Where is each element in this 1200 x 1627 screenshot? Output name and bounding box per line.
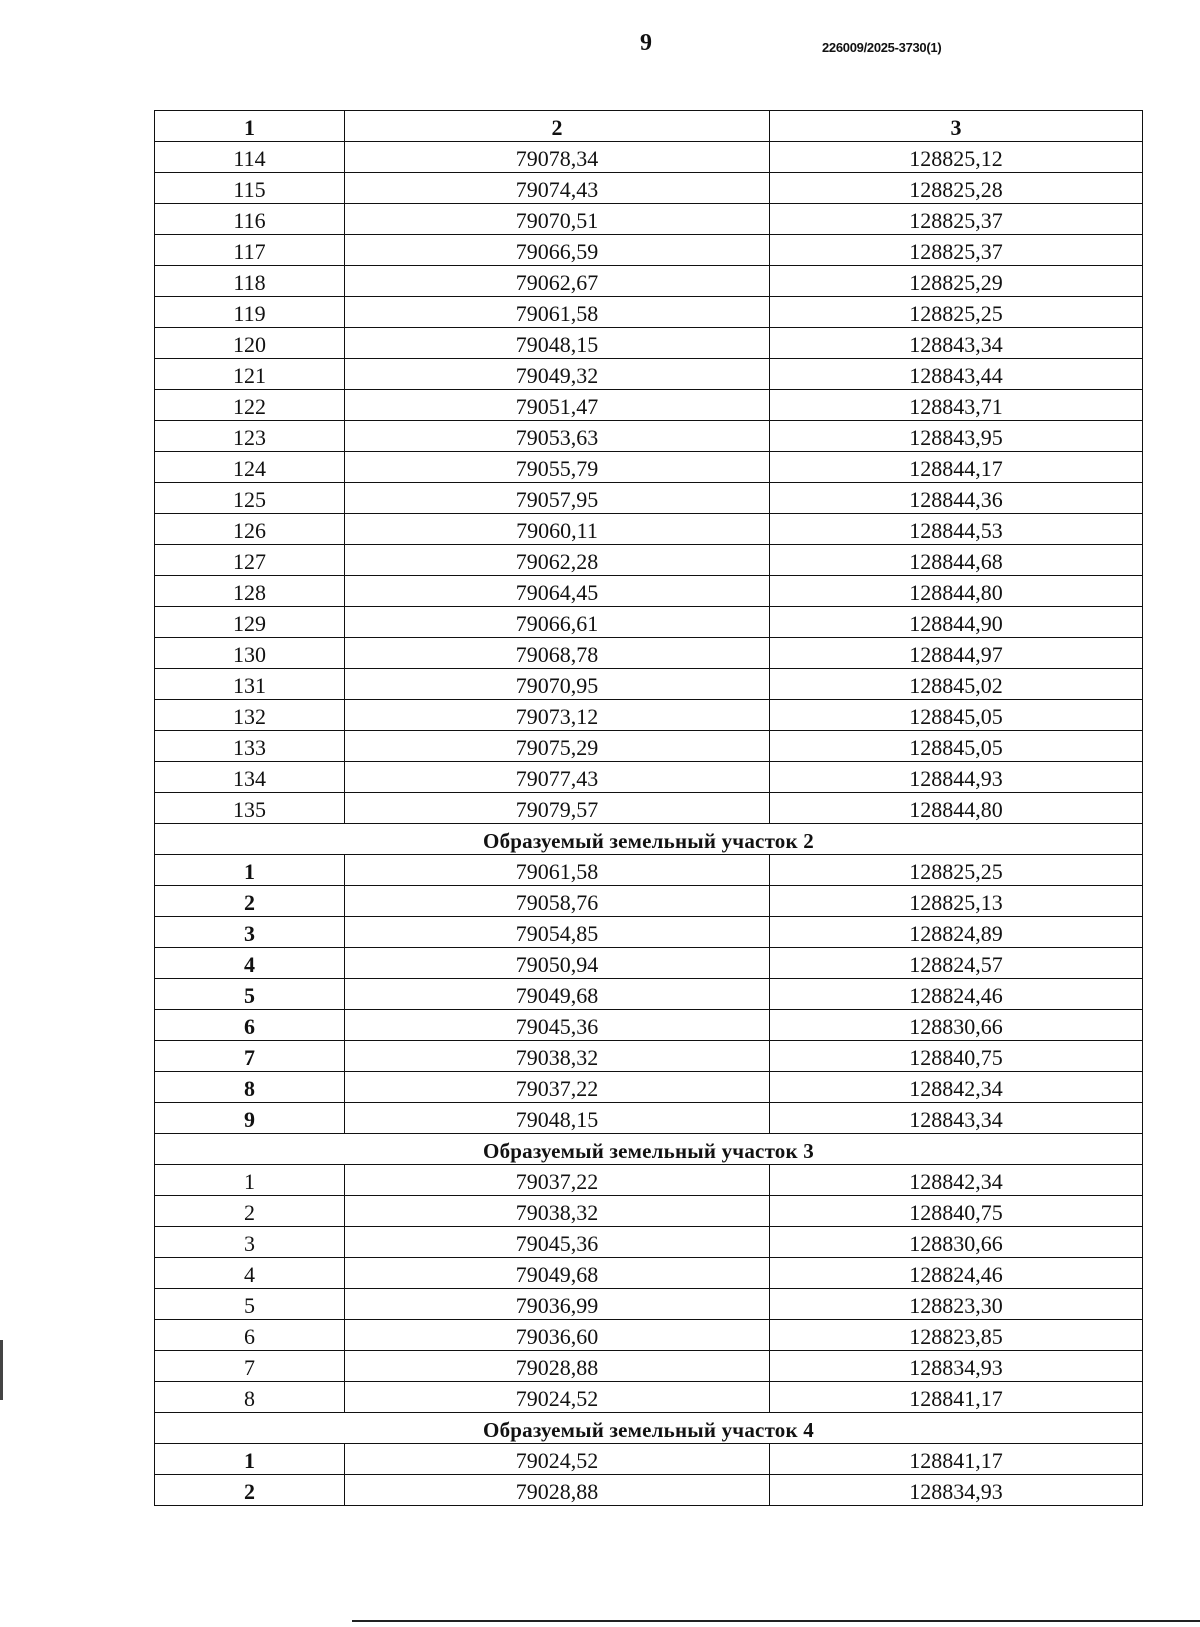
x-coordinate-cell: 79058,76: [345, 886, 770, 917]
x-coordinate-cell: 79070,95: [345, 669, 770, 700]
x-coordinate-cell: 79055,79: [345, 452, 770, 483]
point-number-cell: 120: [155, 328, 345, 359]
x-coordinate-cell: 79057,95: [345, 483, 770, 514]
table-row: [155, 1103, 1143, 1134]
table-row: [155, 359, 1143, 390]
point-number-cell: 131: [155, 669, 345, 700]
column-header: 2: [345, 111, 770, 142]
y-coordinate-cell: 128830,66: [770, 1227, 1143, 1258]
point-number-cell: 3: [155, 917, 345, 948]
y-coordinate-cell: 128844,97: [770, 638, 1143, 669]
x-coordinate-cell: 79050,94: [345, 948, 770, 979]
x-coordinate-cell: 79073,12: [345, 700, 770, 731]
x-coordinate-cell: 79036,60: [345, 1320, 770, 1351]
table-row: [155, 731, 1143, 762]
point-number-cell: 1: [155, 1165, 345, 1196]
point-number-cell: 4: [155, 948, 345, 979]
table-row: [155, 173, 1143, 204]
table-row: [155, 855, 1143, 886]
point-number-cell: 119: [155, 297, 345, 328]
x-coordinate-cell: 79024,52: [345, 1382, 770, 1413]
y-coordinate-cell: 128842,34: [770, 1165, 1143, 1196]
point-number-cell: 118: [155, 266, 345, 297]
table-row: [155, 1072, 1143, 1103]
point-number-cell: 115: [155, 173, 345, 204]
section-title-row: [155, 1413, 1143, 1444]
point-number-cell: 127: [155, 545, 345, 576]
y-coordinate-cell: 128823,30: [770, 1289, 1143, 1320]
rows-main: [155, 142, 1143, 824]
table-header-row: [155, 111, 1143, 142]
y-coordinate-cell: 128824,57: [770, 948, 1143, 979]
y-coordinate-cell: 128845,05: [770, 700, 1143, 731]
x-coordinate-cell: 79066,61: [345, 607, 770, 638]
y-coordinate-cell: 128841,17: [770, 1444, 1143, 1475]
point-number-cell: 2: [155, 886, 345, 917]
point-number-cell: 2: [155, 1196, 345, 1227]
x-coordinate-cell: 79038,32: [345, 1196, 770, 1227]
point-number-cell: 130: [155, 638, 345, 669]
y-coordinate-cell: 128825,25: [770, 855, 1143, 886]
point-number-cell: 132: [155, 700, 345, 731]
table-row: [155, 917, 1143, 948]
rows-section-2: [155, 855, 1143, 1134]
table-row: [155, 1010, 1143, 1041]
x-coordinate-cell: 79060,11: [345, 514, 770, 545]
point-number-cell: 5: [155, 979, 345, 1010]
table-row: [155, 1320, 1143, 1351]
x-coordinate-cell: 79028,88: [345, 1351, 770, 1382]
x-coordinate-cell: 79036,99: [345, 1289, 770, 1320]
page-number: 9: [640, 30, 652, 56]
point-number-cell: 122: [155, 390, 345, 421]
x-coordinate-cell: 79024,52: [345, 1444, 770, 1475]
y-coordinate-cell: 128825,37: [770, 235, 1143, 266]
table-row: [155, 452, 1143, 483]
point-number-cell: 124: [155, 452, 345, 483]
point-number-cell: 123: [155, 421, 345, 452]
table-row: [155, 1165, 1143, 1196]
point-number-cell: 7: [155, 1041, 345, 1072]
table-row: [155, 1041, 1143, 1072]
y-coordinate-cell: 128843,44: [770, 359, 1143, 390]
x-coordinate-cell: 79066,59: [345, 235, 770, 266]
table-row: [155, 700, 1143, 731]
section-title: Образуемый земельный участок 4: [155, 1413, 1143, 1444]
x-coordinate-cell: 79077,43: [345, 762, 770, 793]
y-coordinate-cell: 128825,12: [770, 142, 1143, 173]
point-number-cell: 117: [155, 235, 345, 266]
y-coordinate-cell: 128823,85: [770, 1320, 1143, 1351]
y-coordinate-cell: 128840,75: [770, 1041, 1143, 1072]
x-coordinate-cell: 79064,45: [345, 576, 770, 607]
y-coordinate-cell: 128825,29: [770, 266, 1143, 297]
y-coordinate-cell: 128825,37: [770, 204, 1143, 235]
table-row: [155, 948, 1143, 979]
table-row: [155, 390, 1143, 421]
point-number-cell: 134: [155, 762, 345, 793]
point-number-cell: 121: [155, 359, 345, 390]
point-number-cell: 116: [155, 204, 345, 235]
x-coordinate-cell: 79045,36: [345, 1227, 770, 1258]
table-row: [155, 545, 1143, 576]
x-coordinate-cell: 79049,32: [345, 359, 770, 390]
x-coordinate-cell: 79045,36: [345, 1010, 770, 1041]
y-coordinate-cell: 128841,17: [770, 1382, 1143, 1413]
y-coordinate-cell: 128844,17: [770, 452, 1143, 483]
table-row: [155, 638, 1143, 669]
rows-section-3: [155, 1165, 1143, 1413]
column-header: 1: [155, 111, 345, 142]
point-number-cell: 8: [155, 1382, 345, 1413]
table-row: [155, 1289, 1143, 1320]
point-number-cell: 133: [155, 731, 345, 762]
y-coordinate-cell: 128842,34: [770, 1072, 1143, 1103]
x-coordinate-cell: 79037,22: [345, 1165, 770, 1196]
table-row: [155, 142, 1143, 173]
x-coordinate-cell: 79061,58: [345, 297, 770, 328]
point-number-cell: 1: [155, 855, 345, 886]
table-row: [155, 204, 1143, 235]
y-coordinate-cell: 128843,95: [770, 421, 1143, 452]
point-number-cell: 3: [155, 1227, 345, 1258]
point-number-cell: 125: [155, 483, 345, 514]
section-title-row: [155, 824, 1143, 855]
table-row: [155, 1444, 1143, 1475]
x-coordinate-cell: 79053,63: [345, 421, 770, 452]
table-row: [155, 1196, 1143, 1227]
table-row: [155, 1382, 1143, 1413]
y-coordinate-cell: 128844,36: [770, 483, 1143, 514]
point-number-cell: 8: [155, 1072, 345, 1103]
y-coordinate-cell: 128840,75: [770, 1196, 1143, 1227]
y-coordinate-cell: 128825,25: [770, 297, 1143, 328]
section-2: [155, 824, 1143, 855]
x-coordinate-cell: 79070,51: [345, 204, 770, 235]
y-coordinate-cell: 128844,93: [770, 762, 1143, 793]
table-row: [155, 1351, 1143, 1382]
section-title: Образуемый земельный участок 2: [155, 824, 1143, 855]
document-code: 226009/2025-3730(1): [822, 40, 942, 55]
section-3: [155, 1134, 1143, 1165]
table-row: [155, 607, 1143, 638]
y-coordinate-cell: 128844,53: [770, 514, 1143, 545]
point-number-cell: 9: [155, 1103, 345, 1134]
table-row: [155, 1227, 1143, 1258]
y-coordinate-cell: 128825,13: [770, 886, 1143, 917]
scan-edge-mark: [0, 1340, 3, 1400]
x-coordinate-cell: 79054,85: [345, 917, 770, 948]
y-coordinate-cell: 128845,02: [770, 669, 1143, 700]
table-row: [155, 235, 1143, 266]
table-row: [155, 297, 1143, 328]
y-coordinate-cell: 128845,05: [770, 731, 1143, 762]
y-coordinate-cell: 128830,66: [770, 1010, 1143, 1041]
x-coordinate-cell: 79078,34: [345, 142, 770, 173]
y-coordinate-cell: 128824,89: [770, 917, 1143, 948]
y-coordinate-cell: 128843,71: [770, 390, 1143, 421]
table-row: [155, 979, 1143, 1010]
x-coordinate-cell: 79048,15: [345, 328, 770, 359]
table-row: [155, 514, 1143, 545]
table-row: [155, 1258, 1143, 1289]
coordinates-table: [154, 110, 1143, 1506]
x-coordinate-cell: 79038,32: [345, 1041, 770, 1072]
point-number-cell: 6: [155, 1010, 345, 1041]
section-4: [155, 1413, 1143, 1444]
table-row: [155, 576, 1143, 607]
y-coordinate-cell: 128843,34: [770, 1103, 1143, 1134]
x-coordinate-cell: 79037,22: [345, 1072, 770, 1103]
x-coordinate-cell: 79049,68: [345, 1258, 770, 1289]
table-row: [155, 266, 1143, 297]
column-header: 3: [770, 111, 1143, 142]
y-coordinate-cell: 128825,28: [770, 173, 1143, 204]
point-number-cell: 7: [155, 1351, 345, 1382]
table-row: [155, 328, 1143, 359]
x-coordinate-cell: 79062,67: [345, 266, 770, 297]
point-number-cell: 114: [155, 142, 345, 173]
scan-bottom-line: [352, 1620, 1200, 1622]
x-coordinate-cell: 79075,29: [345, 731, 770, 762]
table-row: [155, 421, 1143, 452]
x-coordinate-cell: 79074,43: [345, 173, 770, 204]
point-number-cell: 135: [155, 793, 345, 824]
rows-section-4: [155, 1444, 1143, 1506]
table-row: [155, 483, 1143, 514]
x-coordinate-cell: 79048,15: [345, 1103, 770, 1134]
point-number-cell: 1: [155, 1444, 345, 1475]
y-coordinate-cell: 128824,46: [770, 1258, 1143, 1289]
y-coordinate-cell: 128844,68: [770, 545, 1143, 576]
table-row: [155, 886, 1143, 917]
y-coordinate-cell: 128824,46: [770, 979, 1143, 1010]
point-number-cell: 2: [155, 1475, 345, 1506]
point-number-cell: 129: [155, 607, 345, 638]
table-row: [155, 762, 1143, 793]
x-coordinate-cell: 79028,88: [345, 1475, 770, 1506]
table-row: [155, 793, 1143, 824]
section-title-row: [155, 1134, 1143, 1165]
x-coordinate-cell: 79051,47: [345, 390, 770, 421]
section-title: Образуемый земельный участок 3: [155, 1134, 1143, 1165]
x-coordinate-cell: 79061,58: [345, 855, 770, 886]
x-coordinate-cell: 79062,28: [345, 545, 770, 576]
y-coordinate-cell: 128844,80: [770, 793, 1143, 824]
point-number-cell: 126: [155, 514, 345, 545]
y-coordinate-cell: 128844,80: [770, 576, 1143, 607]
y-coordinate-cell: 128844,90: [770, 607, 1143, 638]
y-coordinate-cell: 128834,93: [770, 1351, 1143, 1382]
y-coordinate-cell: 128843,34: [770, 328, 1143, 359]
point-number-cell: 6: [155, 1320, 345, 1351]
point-number-cell: 5: [155, 1289, 345, 1320]
x-coordinate-cell: 79049,68: [345, 979, 770, 1010]
y-coordinate-cell: 128834,93: [770, 1475, 1143, 1506]
point-number-cell: 4: [155, 1258, 345, 1289]
point-number-cell: 128: [155, 576, 345, 607]
x-coordinate-cell: 79079,57: [345, 793, 770, 824]
table-row: [155, 1475, 1143, 1506]
table-row: [155, 669, 1143, 700]
x-coordinate-cell: 79068,78: [345, 638, 770, 669]
